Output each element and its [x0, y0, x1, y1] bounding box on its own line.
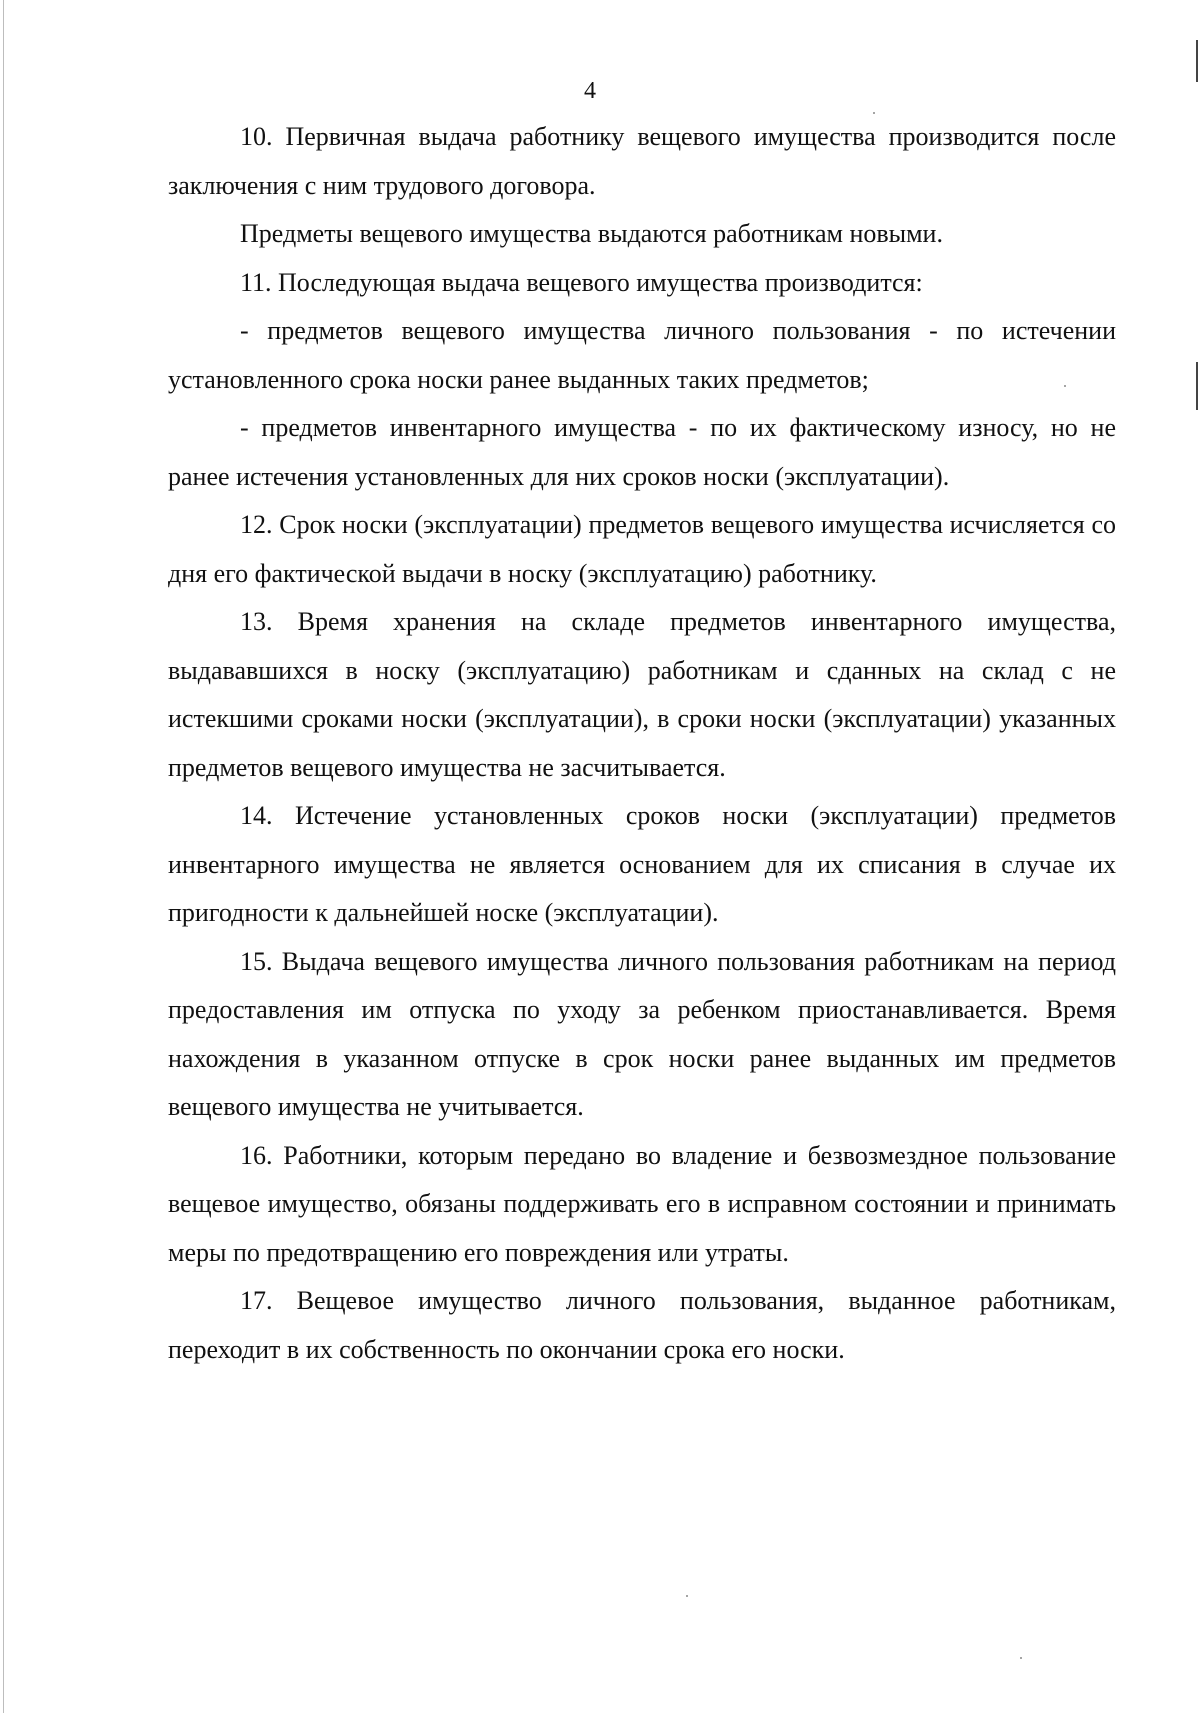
document-body — [168, 113, 1116, 1374]
paragraph-10: 10. Первичная выдача работнику вещевого имущества производится после заключения с ним трудового договора. — [168, 122, 1116, 200]
scan-left-edge — [3, 0, 4, 1713]
paragraph-10-items-new: Предметы вещевого имущества выдаются работникам новыми. — [240, 219, 943, 248]
paragraph-14: 14. Истечение установленных сроков носки (эксплуатации) предметов инвентарного имущества не является основанием для их списания в случае их пригодности к дальнейшей носке (эксплуатации). — [168, 801, 1116, 927]
paragraph-15: 15. Выдача вещевого имущества личного пользования работникам на период предоставления им отпуска по уходу за ребенком приостанавливается. Время нахождения в указанном отпуске в срок носки ранее выданных им предметов вещевого имущества не учитывается. — [168, 946, 1116, 1121]
paragraph-17: 17. Вещевое имущество личного пользования, выданное работникам, переходит в их собственность по окончании срока его носки. — [168, 1286, 1116, 1364]
paragraph-16: 16. Работники, которым передано во владение и безвозмездное пользование вещевое имущество, обязаны поддерживать его в исправном состоянии и принимать меры по предотвращению его повреждения или утраты. — [168, 1140, 1116, 1267]
scan-speck — [686, 1595, 688, 1597]
page-number: 4 — [584, 78, 596, 104]
paragraph-11-inventory: - предметов инвентарного имущества - по их фактическому износу, но не ранее истечения установленных для них сроков носки (эксплуатации). — [168, 413, 1116, 491]
paragraph-13: 13. Время хранения на складе предметов инвентарного имущества, выдававшихся в носку (эксплуатацию) работникам и сданных на склад с не истекшими сроками носки (эксплуатации), в сроки носки (эксплуатации) указанных предметов вещевого имущества не засчитывается. — [168, 607, 1116, 782]
paragraph-12: 12. Срок носки (эксплуатации) предметов вещевого имущества исчисляется со дня его фактической выдачи в носку (эксплуатацию) работнику. — [168, 510, 1116, 588]
scan-right-mark-top — [1196, 40, 1198, 82]
scan-right-mark-mid — [1196, 362, 1198, 410]
scan-speck — [1020, 1657, 1022, 1659]
paragraph-11-personal-use: - предметов вещевого имущества личного пользования - по истечении установленного срока носки ранее выданных таких предметов; — [168, 316, 1116, 394]
paragraph-11: 11. Последующая выдача вещевого имущества производится: — [240, 267, 923, 297]
